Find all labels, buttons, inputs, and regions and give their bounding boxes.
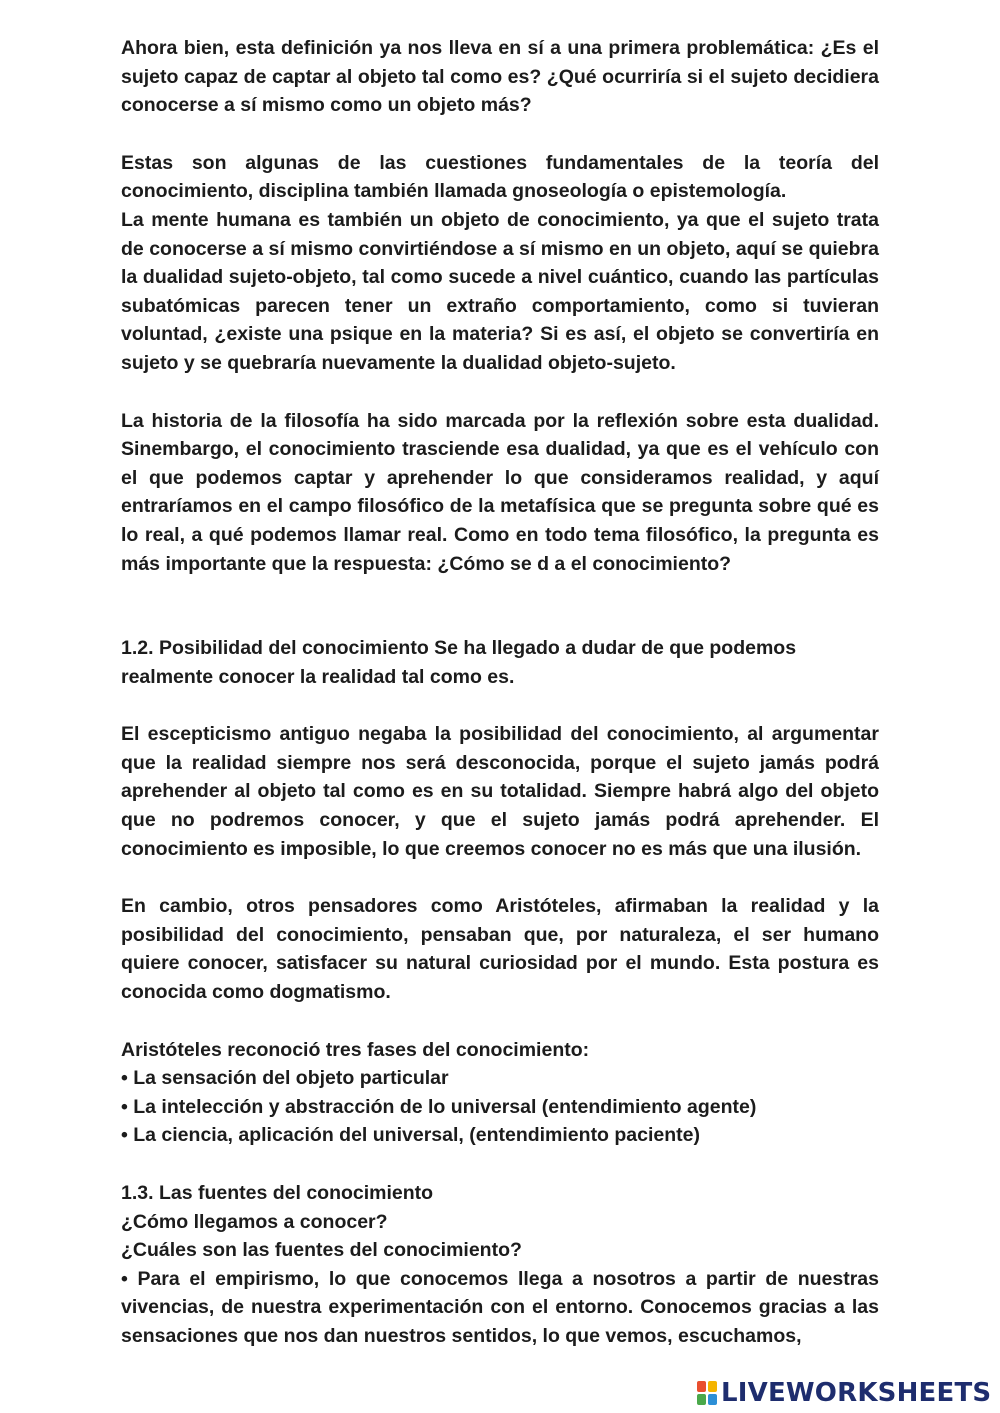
liveworksheets-logo bbox=[697, 1378, 991, 1408]
logo-text: LIVEWORKSHEETS bbox=[721, 1378, 992, 1408]
paragraph-escepticismo: El escepticismo antiguo negaba la posibilidad del conocimiento, al argumentar que la realidad siempre nos será desconocida, porque el sujeto jamás podrá aprehender al objeto tal como es en su totalidad. Siempre habrá algo del objeto que no podremos conocer, y que el sujeto jamás podrá aprehender. El conocimiento es imposible, lo que creemos conocer no es más que una ilusión. bbox=[121, 723, 879, 860]
paragraph-mente-humana: La mente humana es también un objeto de conocimiento, ya que el sujeto trata de conocerse a sí mismo convirtiéndose a sí mismo en un objeto, aquí se quiebra la dualidad sujeto-objeto, tal como sucede a nivel cuántico, cuando las partículas subatómicas parecen tener un extraño comportamiento, como si tuvieran voluntad, ¿existe una psique en la materia? Si es así, el objeto se convertiría en sujeto y se quebraría nuevamente la dualidad objeto-sujeto. bbox=[121, 208, 879, 374]
list-item: • La intelección y abstracción de lo universal (entendimiento agente) bbox=[121, 1093, 879, 1122]
paragraph-problematica: Ahora bien, esta definición ya nos lleva en sí a una primera problemática: ¿Es el sujeto capaz de captar al objeto tal como es? ¿Qué ocurriría si el sujeto decidiera conocerse a sí mismo como un objeto más? bbox=[121, 37, 879, 117]
paragraph-historia: La historia de la filosofía ha sido marcada por la reflexión sobre esta dualidad. Sinembargo, el conocimiento trasciende esa dualidad, ya que es el vehículo con el que podemos captar y aprehender lo que consideramos realidad, y aquí entraríamos en el campo filosófico de la metafísica que se pregunta sobre qué es lo real, a qué podemos llamar real. Como en todo tema filosófico, la pregunta es más importante que la respuesta: ¿Cómo se d a el conocimiento? bbox=[121, 409, 879, 575]
heading-posibilidad: 1.2. Posibilidad del conocimiento Se ha llegado a dudar de que podemos realmente conocer la realidad tal como es. bbox=[121, 637, 797, 688]
document-body bbox=[121, 34, 879, 1351]
paragraph-dogmatismo: En cambio, otros pensadores como Aristóteles, afirmaban la realidad y la posibilidad del conocimiento, pensaban que, por naturaleza, el ser humano quiere conocer, satisfacer su natural curiosidad por el mundo. Esta postura es conocida como dogmatismo. bbox=[121, 895, 879, 1004]
paragraph-cuestiones: Estas son algunas de las cuestiones fundamentales de la teoría del conocimiento, disciplina también llamada gnoseología o epistemología. bbox=[121, 151, 879, 203]
list-item: • La sensación del objeto particular bbox=[121, 1064, 879, 1093]
question-como: ¿Cómo llegamos a conocer? bbox=[121, 1210, 388, 1233]
question-cuales: ¿Cuáles son las fuentes del conocimiento? bbox=[121, 1239, 522, 1262]
paragraph-empirismo: • Para el empirismo, lo que conocemos llega a nosotros a partir de nuestras vivencias, de nuestra experimentación con el entorno. Conocemos gracias a las sensaciones que nos dan nuestros sentidos, lo que vemos, escuchamos, bbox=[121, 1265, 879, 1351]
list-item: • La ciencia, aplicación del universal, (entendimiento paciente) bbox=[121, 1121, 879, 1150]
heading-fuentes: 1.3. Las fuentes del conocimiento bbox=[121, 1182, 434, 1204]
paragraph-fases-intro: Aristóteles reconoció tres fases del conocimiento: bbox=[121, 1038, 590, 1061]
liveworksheets-logo-icon bbox=[697, 1381, 717, 1405]
